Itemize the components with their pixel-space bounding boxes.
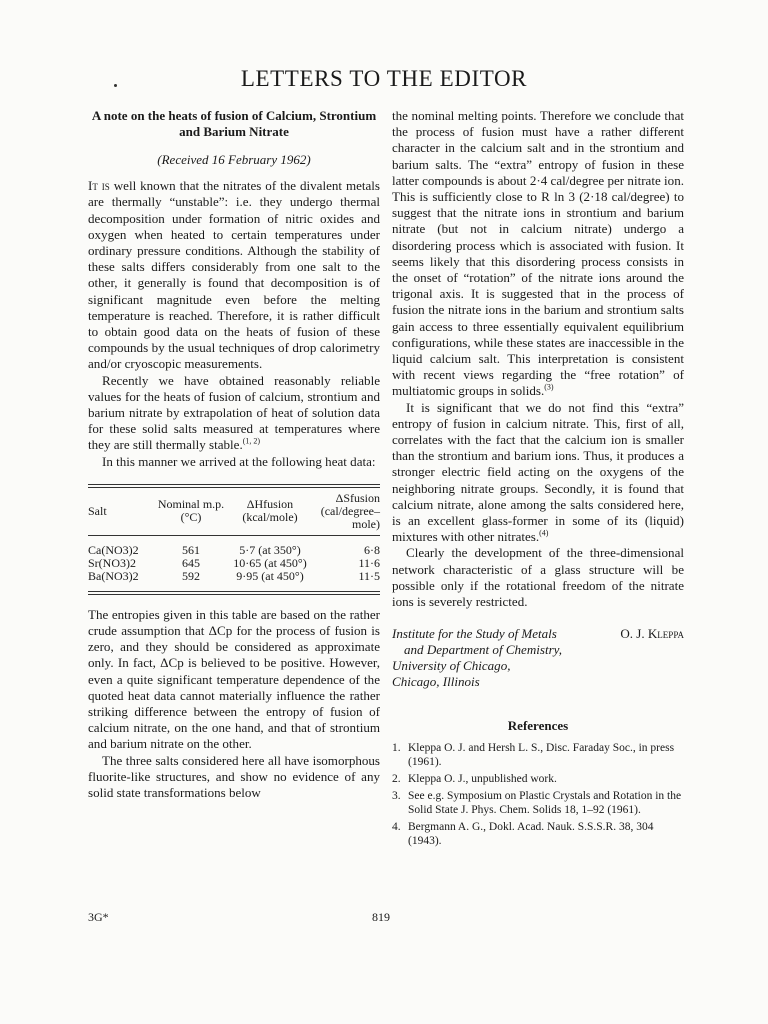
cell-mp: 645: [182, 555, 200, 570]
paragraph-manner: In this manner we arrived at the following heat data:: [102, 453, 376, 469]
paragraph-glass: Clearly the development of the three-dimensional network characteristic of a glass structure will be possible only if the rotational freedom of the nitrate ions is severely restricted.: [392, 545, 684, 610]
reference-item: 3. See e.g. Symposium on Plastic Crystals and Rotation in the Solid State J. Phys. Chem. Solids 18, 1–92 (1961).: [392, 789, 682, 816]
paragraph-intro: It is well known that the nitrates of the divalent metals are thermally “unstable”: i.e. they undergo thermal decomposition under formation of nitric oxides and oxygen when heated to certain temperatures under ordinary pressure conditions. Although the stability of these salts differs considerably from one salt to the other, it generally is found that decomposition is of significant magnitude even before the melting temperature is reached. Therefore, it is rather difficult to obtain good data on the heats of fusion of these compounds by the usual techniques of drop calorimetry and/or cryoscopic measurements.: [88, 178, 381, 372]
cell-salt: Ba(NO3)2: [88, 568, 139, 583]
table-bottom-rule: [88, 591, 380, 595]
citation-ref: (3): [544, 383, 554, 393]
references-heading: References: [507, 718, 569, 734]
references-list: [392, 741, 684, 848]
left-column: [88, 108, 380, 801]
article-title: A note on the heats of fusion of Calcium, Strontium and Barium Nitrate: [91, 108, 377, 139]
col-header-mp: Nominal m.p. (°C): [157, 497, 225, 525]
table-row: [88, 557, 380, 570]
cell-salt: Sr(NO3)2: [88, 555, 136, 570]
reference-item: 2. Kleppa O. J., unpublished work.: [392, 772, 557, 785]
col-header-dh: ΔHfusion (kcal/mole): [242, 497, 298, 525]
signature-mark: 3G*: [88, 910, 109, 924]
table-row: [88, 544, 380, 557]
cell-salt: Ca(NO3)2: [88, 542, 139, 557]
col-header-ds: ΔSfusion (cal/degree–mole): [320, 490, 380, 531]
signature-block: [392, 626, 684, 690]
lead-in: It is: [88, 178, 110, 194]
heat-data-table: [88, 484, 380, 595]
reference-item: 1. Kleppa O. J. and Hersh L. S., Disc. Faraday Soc., in press (1961).: [392, 741, 675, 768]
affiliation: [392, 626, 562, 690]
page-number: 819: [372, 910, 390, 924]
affiliation-line: and Department of Chemistry,: [404, 642, 563, 658]
cell-ds: 6·8: [364, 542, 380, 557]
cell-mp: 561: [182, 542, 200, 557]
right-column: [392, 108, 684, 851]
affiliation-line: Institute for the Study of Metals: [392, 626, 557, 642]
affiliation-line: Chicago, Illinois: [392, 674, 480, 690]
cell-mp: 592: [182, 568, 200, 583]
paragraph-recent: Recently we have obtained reasonably reliable values for the heats of fusion of calcium, strontium and barium nitrate by extrapolation of heat of solution data for these solid salts measured at temperatures where they are still thermally stable.$^{(1, 2)}$: [88, 372, 380, 453]
cell-ds: 11·6: [358, 555, 380, 570]
cell-dh: 5·7 (at 350°): [239, 542, 301, 557]
cell-dh: 9·95 (at 450°): [236, 568, 304, 583]
table-row: [88, 570, 380, 583]
cell-dh: 10·65 (at 450°): [233, 555, 307, 570]
paragraph-entropies: The entropies given in this table are based on the rather crude assumption that ΔCp for the process of fusion is zero, and they should be considered as approximate only. In fact, ΔCp is believed to be positive. However, even a quite significant temperature dependence of the quoted heat data cannot materially influence the rather striking difference between the entropy of fusion of calcium nitrate, on the one hand, and that of strontium and barium nitrate on the other.: [88, 606, 380, 752]
paragraph-conclusion: the nominal melting points. Therefore we conclude that the process of fusion must have a rather different character in the calcium salt and in the strontium and barium salts. The “extra” entropy of fusion in these latter compounds is about 2·4 cal/degree per nitrate ion. This is sufficiently close to R ln 3 (2·18 cal/degree) to suggest that the nitrate ions in strontium and barium nitrate (but not in calcium nitrate) undergo a disordering process which is associated with fusion. It seems likely that this disordering process consists in the onset of “rotation” of the nitrate ions around the trigonal axis. It is suggested that in the process of fusion the nitrate ions in the barium and strontium salts gain access to three essentially equivalent equilibrium configurations, while these states are inaccessible in the liquid calcium salt. This interpretation is consistent with recent views regarding the “free rotation” of multiatomic groups in solids.$^{(3)}$: [392, 108, 684, 399]
cell-ds: 11·5: [358, 568, 380, 583]
affiliation-line: University of Chicago,: [392, 658, 511, 674]
section-title: LETTERS TO THE EDITOR: [240, 66, 528, 91]
citation-ref: (4): [539, 528, 549, 538]
citation-ref: (1, 2): [242, 437, 261, 447]
table-header-row: [88, 488, 380, 535]
author-name: O. J. Kleppa: [620, 626, 684, 642]
reference-item: 4. Bergmann A. G., Dokl. Acad. Nauk. S.S.S.R. 38, 304 (1943).: [392, 820, 654, 847]
received-date: (Received 16 February 1962): [157, 152, 311, 167]
paragraph-salts: The three salts considered here all have isomorphous fluorite-like structures, and show no evidence of any solid state transformations below: [88, 752, 380, 801]
paragraph-significant: It is significant that we do not find this “extra” entropy of fusion in calcium nitrate. This, first of all, correlates with the fact that the calcium ion is smaller than the strontium and barium ions. Thus, it produces a stronger electric field acting on the oxygens of the neighboring nitrate groups. Secondly, it is found that calcium nitrate, alone among the salts considered here, is an excellent glass-former in some of its (liquid) mixtures with other nitrates.$^{(4)}$: [392, 399, 684, 545]
col-header-salt: Salt: [88, 503, 107, 518]
